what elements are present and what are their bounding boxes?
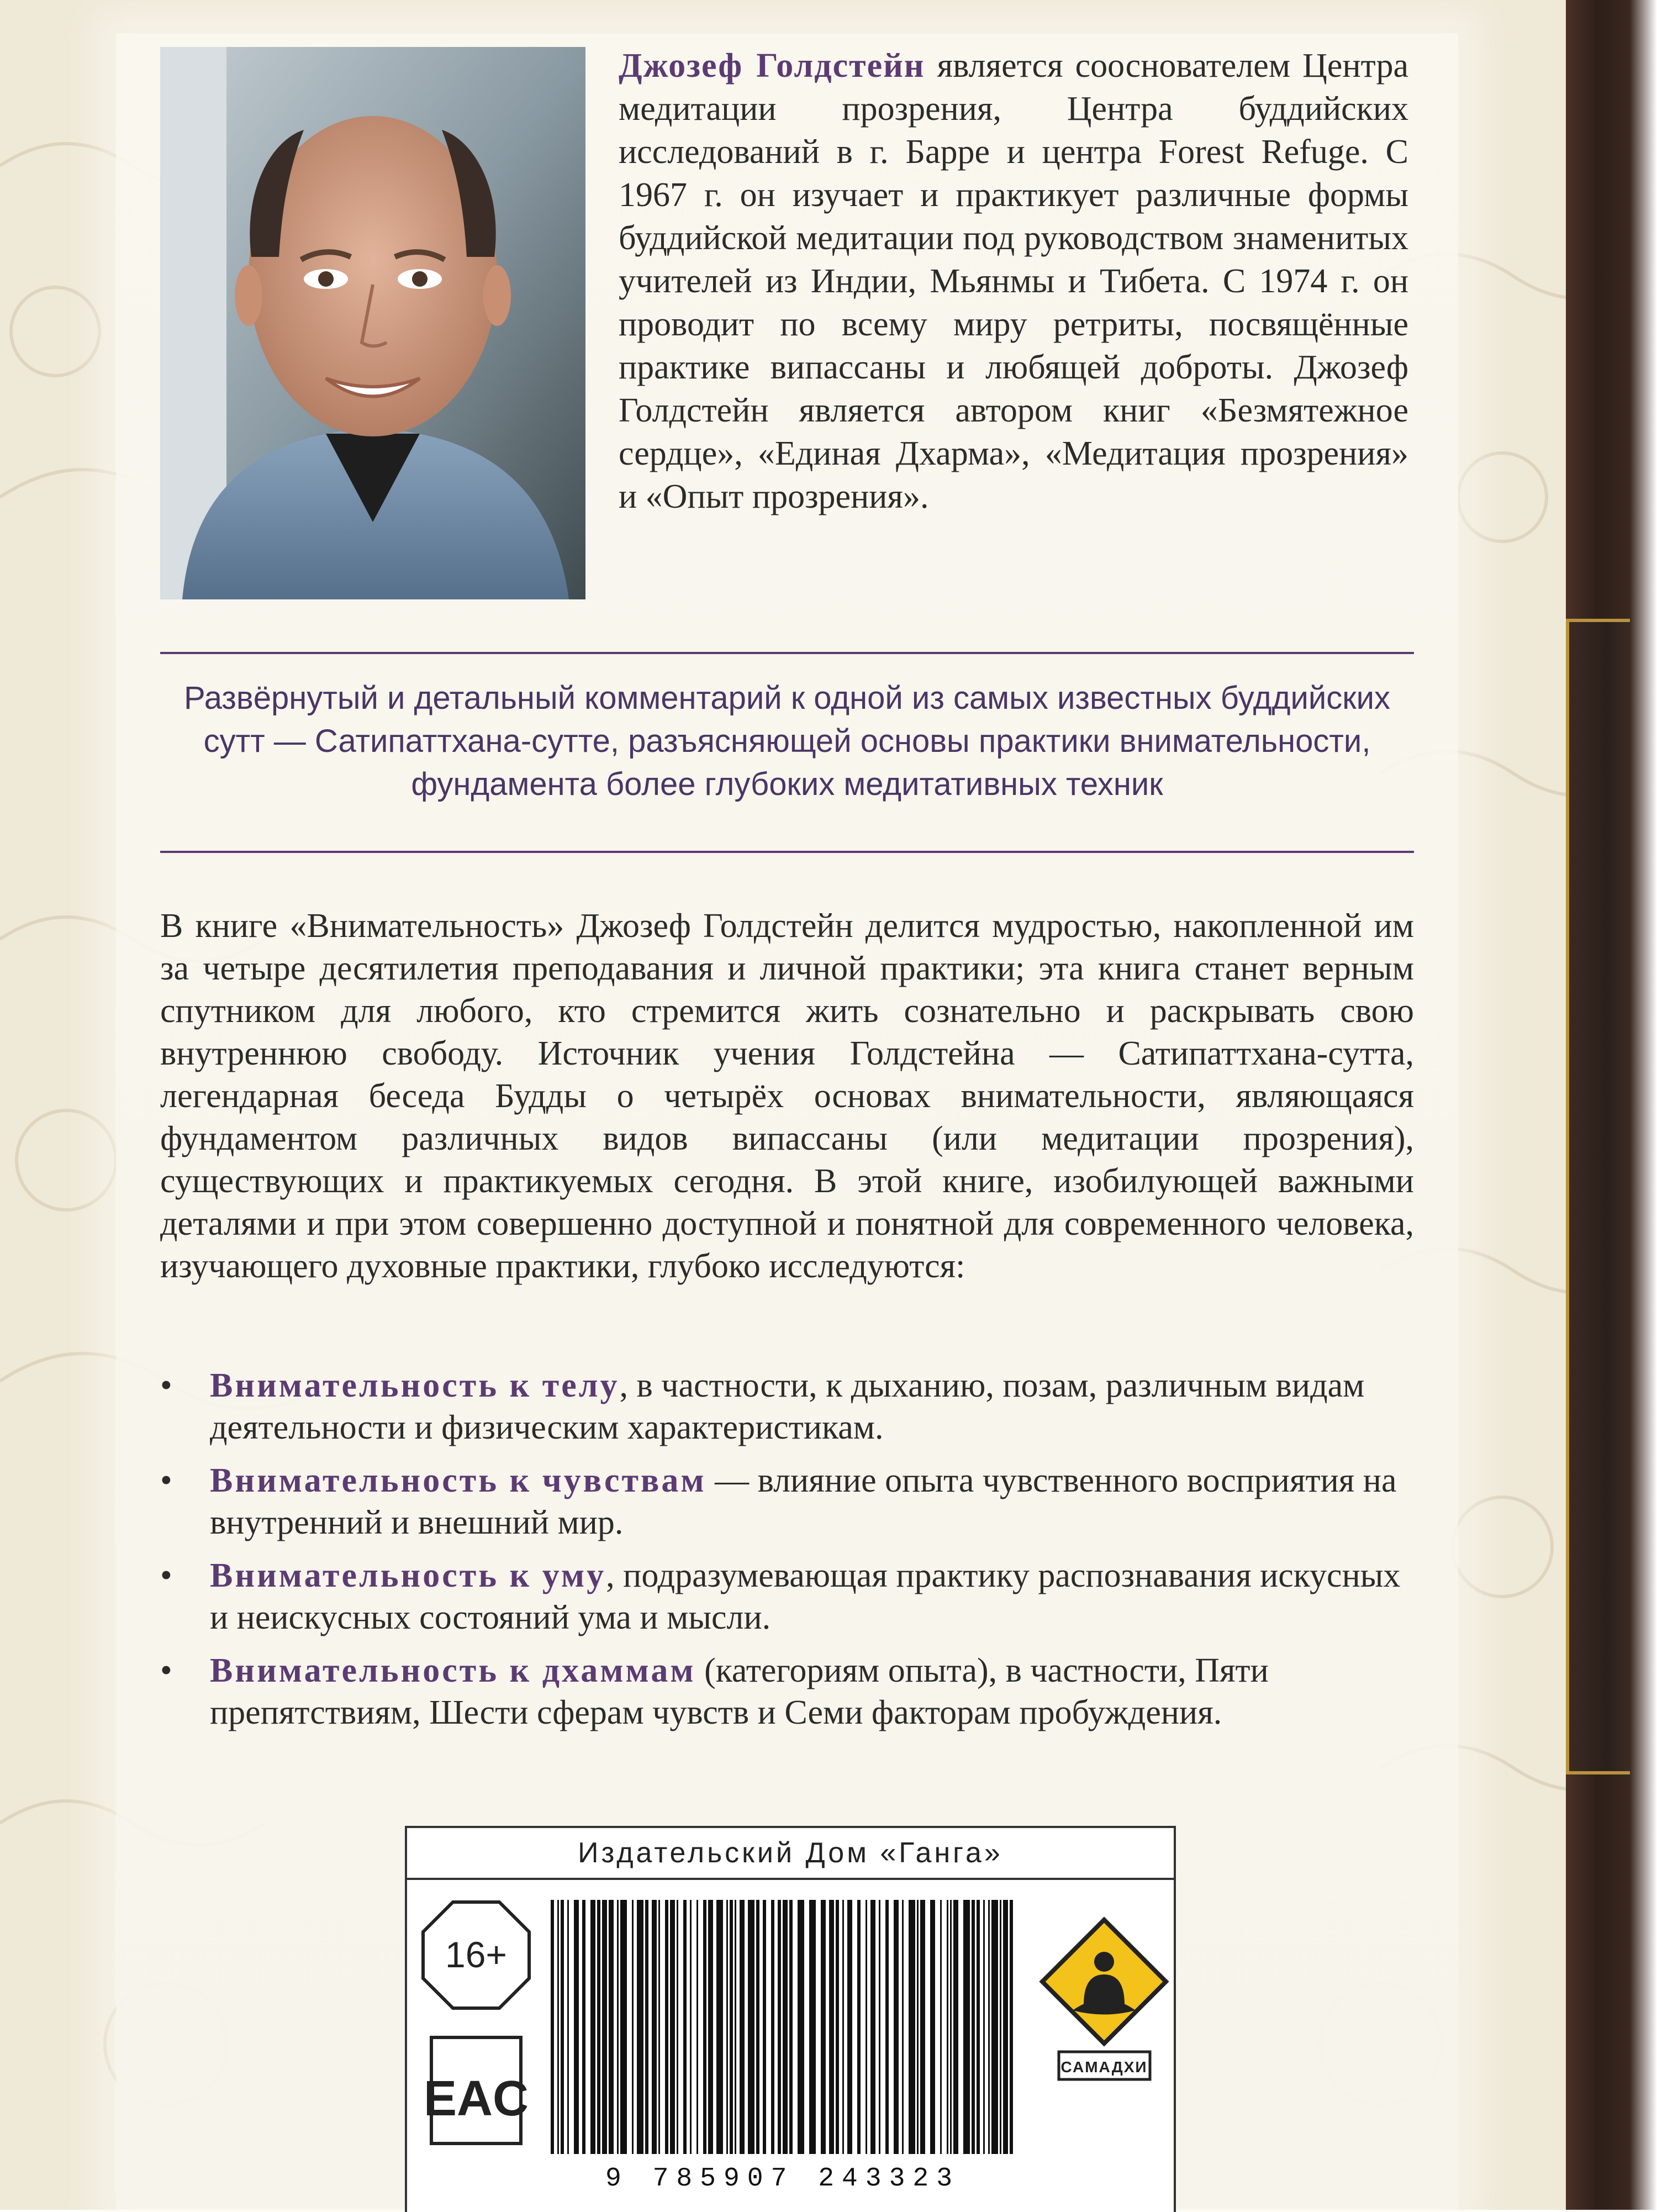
age-rating-badge [421, 1900, 531, 2010]
barcode-bar [696, 1900, 698, 2154]
barcode-bar [809, 1900, 816, 2154]
barcode-bar [857, 1900, 861, 2154]
barcode-bar [748, 1900, 754, 2154]
barcode-bar [620, 1900, 627, 2154]
barcode-bar [988, 1900, 990, 2154]
barcode-bar [597, 1900, 600, 2154]
barcode-bar [930, 1900, 935, 2154]
spine-band [1566, 619, 1630, 1774]
list-item [160, 1460, 1414, 1544]
barcode-bar [885, 1900, 889, 2154]
topic-text: — влияние опыта чувственного восприятия на внутренний и внешний мир. [210, 1462, 1397, 1541]
barcode-bar [771, 1900, 774, 2154]
isbn-number: 9 785907 243323 [605, 2164, 961, 2194]
topic-text: (категориям опыта), в частности, Пяти препятствиям, Шести сферам чувств и Семи факторам пробуждения. [210, 1652, 1269, 1731]
barcode-bar [940, 1900, 942, 2154]
barcode-bar [677, 1900, 678, 2154]
barcode-bar [716, 1900, 723, 2154]
barcode-bar [617, 1900, 619, 2154]
topic-text: , подразумевающая практику распознавания искусных и неискусных состояний ума и мысли. [210, 1557, 1401, 1636]
barcode-bar [574, 1900, 579, 2154]
barcode-bar [1010, 1900, 1013, 2154]
barcode-bar [870, 1900, 875, 2154]
barcode-bar [866, 1900, 867, 2154]
topic-heading: Внимательность к дхаммам [210, 1652, 696, 1689]
author-bio-text: является сооснователем Центра медитации прозрения, Центра буддийских исследований в г. Барре и центра Forest Refuge. С 1967 г. он изучает и практикует различные формы буддийской медитации под руководством знаменитых учителей из Индии, Мьянмы и Тибета. С 1974 г. он проводит по всему миру ретриты, посвящённые практике випассаны и любящей доброты. Джозеф Голдстейн является автором книг «Безмятежное сердце», «Единая Дхарма», «Медитация прозрения» и «Опыт прозрения». [619, 47, 1409, 515]
barcode-bar [991, 1900, 998, 2154]
barcode-bar [708, 1900, 713, 2154]
barcode-bar [602, 1900, 607, 2154]
topics-list [160, 1365, 1414, 1745]
author-name: Джозеф Голдстейн [619, 47, 925, 85]
tagline: Развёрнутый и детальный комментарий к одной из самых известных буддийских сутт — Сатипаттхана-сутте, разъясняющей основы практики внимательности, фундамента более глубоких медитативных техник [183, 680, 1391, 802]
divider-top [160, 652, 1414, 654]
publisher-info-box [405, 1826, 1176, 2212]
barcode-bar [917, 1900, 919, 2154]
barcode-bar [683, 1900, 687, 2154]
publisher-name: Издательский Дом «Ганга» [407, 1828, 1174, 1880]
barcode-bar [778, 1900, 781, 2154]
barcode-bar [879, 1900, 880, 2154]
barcode-bar [783, 1900, 788, 2154]
barcode-bar [645, 1900, 648, 2154]
topic-text: , в частности, к дыханию, позам, различным видам деятельности и физическим характеристикам. [210, 1367, 1365, 1446]
samadhi-logo [1039, 1916, 1169, 2082]
topic-heading: Внимательность к уму [210, 1557, 606, 1594]
barcode-bar [920, 1900, 925, 2154]
barcode-bar [977, 1900, 980, 2154]
divider-bottom [160, 851, 1414, 853]
barcode-bar [902, 1900, 904, 2154]
barcode-bar [972, 1900, 975, 2154]
barcode-bar [632, 1900, 634, 2154]
eac-text: EAC [423, 2071, 529, 2126]
barcode-bar [557, 1900, 559, 2154]
barcode-bar [847, 1900, 852, 2154]
author-bio [619, 44, 1408, 518]
barcode-bar [950, 1900, 952, 2154]
barcode-bar [735, 1900, 736, 2154]
barcode [540, 1894, 1026, 2179]
bullet-icon: • [160, 1557, 172, 1594]
barcode-bar [947, 1900, 948, 2154]
barcode-bar [789, 1900, 793, 2154]
barcode-bar [590, 1900, 595, 2154]
barcode-bar [1003, 1900, 1008, 2154]
age-rating-text: 16+ [445, 1934, 507, 1975]
barcode-bar [730, 1900, 733, 2154]
barcode-bar [953, 1900, 958, 2154]
topic-heading: Внимательность к чувствам [210, 1462, 706, 1499]
logo-label: САМАДХИ [1060, 2058, 1148, 2076]
barcode-bar [740, 1900, 745, 2154]
barcode-bar [609, 1900, 614, 2154]
barcode-bar [821, 1900, 826, 2154]
barcode-bar [726, 1900, 728, 2154]
barcode-bar [836, 1900, 839, 2154]
barcode-bar [665, 1900, 668, 2154]
author-photo [160, 47, 585, 599]
barcode-bar [983, 1900, 985, 2154]
barcode-bar [909, 1900, 915, 2154]
barcode-bar [670, 1900, 675, 2154]
barcode-bar [842, 1900, 844, 2154]
barcode-bar [561, 1900, 564, 2154]
barcode-bar [658, 1900, 660, 2154]
barcode-bar [637, 1900, 643, 2154]
list-item [160, 1650, 1414, 1734]
barcode-bar [1000, 1900, 1001, 2154]
barcode-bar [652, 1900, 657, 2154]
barcode-bar [690, 1900, 692, 2154]
barcode-bar [763, 1900, 766, 2154]
barcode-bar [567, 1900, 569, 2154]
list-item [160, 1555, 1414, 1639]
barcode-bar [963, 1900, 970, 2154]
barcode-bar [551, 1900, 554, 2154]
barcode-bar [894, 1900, 899, 2154]
barcode-bar [582, 1900, 585, 2154]
list-item [160, 1365, 1414, 1449]
bullet-icon: • [160, 1462, 172, 1499]
barcode-bar [703, 1900, 706, 2154]
barcode-bar [756, 1900, 759, 2154]
eac-mark [423, 2035, 529, 2146]
bullet-icon: • [160, 1367, 172, 1404]
barcode-bar [798, 1900, 804, 2154]
bullet-icon: • [160, 1652, 172, 1689]
topic-heading: Внимательность к телу [210, 1367, 620, 1404]
barcode-bar [829, 1900, 834, 2154]
book-description: В книге «Внимательность» Джозеф Голдстейн делится мудростью, накопленной им за четыре десятилетия преподавания и личной практики; эта книга станет верным спутником для любого, кто стремится жить сознательно и раскрывать свою внутреннюю свободу. Источник учения Голдстейна — Сатипаттхана-сутта, легендарная беседа Будды о четырёх основах внимательности, являющаяся фундаментом различных видов випассаны (или медитации прозрения), существующих и практикуемых сегодня. В этой книге, изобилующей важными деталями и при этом совершенно доступной и понятной для современного человека, изучающего духовные практики, глубоко исследуются: [160, 907, 1414, 1285]
